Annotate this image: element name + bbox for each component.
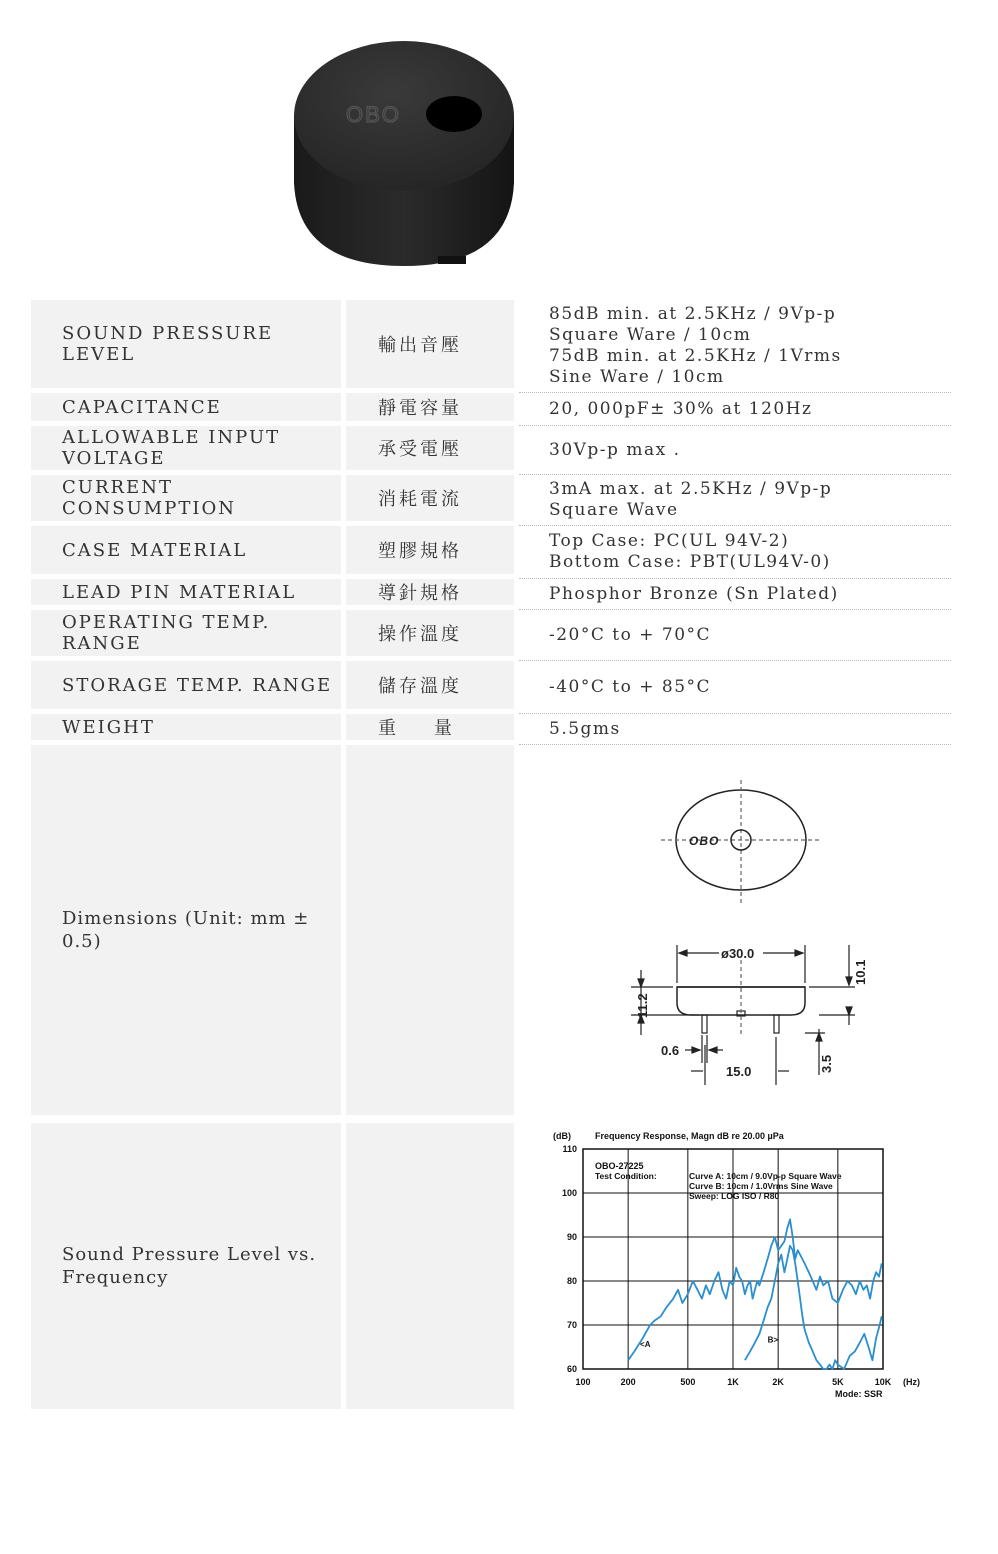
frequency-response-chart xyxy=(519,1123,951,1405)
chart-title: Frequency Response, Magn dB re 20.00 µPa xyxy=(595,1131,784,1141)
spec-value xyxy=(519,610,951,661)
y-tick-label: 100 xyxy=(561,1188,577,1198)
spec-row xyxy=(31,475,951,526)
spec-value-line: -40°C to + 85°C xyxy=(549,676,712,697)
spec-value xyxy=(519,475,951,526)
spec-name: SOUND PRESSURE LEVEL xyxy=(31,300,346,393)
x-tick-label: 5K xyxy=(832,1377,844,1387)
spec-value xyxy=(519,661,951,714)
curve-a-annotation: <A xyxy=(640,1340,651,1349)
x-tick-label: 1K xyxy=(727,1377,739,1387)
dimension-pin-width: 0.6 xyxy=(661,1043,680,1058)
spec-name-zh: 輸出音壓 xyxy=(346,300,519,393)
y-tick-label: 70 xyxy=(566,1320,577,1330)
spec-row xyxy=(31,610,951,661)
spec-row xyxy=(31,661,951,714)
spec-name: WEIGHT xyxy=(31,714,346,745)
test-condition: Curve B: 10cm / 1.0Vrms Sine Wave xyxy=(689,1181,833,1191)
spec-name-zh: 承受電壓 xyxy=(346,426,519,475)
spec-row xyxy=(31,579,951,610)
dimension-height-total: 10.1 xyxy=(853,959,868,985)
x-tick-label: 10K xyxy=(874,1377,892,1387)
spec-name: ALLOWABLE INPUT VOLTAGE xyxy=(31,426,346,475)
spec-value-line: 20, 000pF± 30% at 120Hz xyxy=(549,398,813,419)
spec-value-line: 85dB min. at 2.5KHz / 9Vp-p xyxy=(549,304,837,324)
dimension-height-body: 11.2 xyxy=(635,993,650,1018)
spec-value-line: Top Case: PC(UL 94V-2) xyxy=(549,531,790,551)
y-tick-label: 90 xyxy=(566,1232,577,1242)
spec-name: CASE MATERIAL xyxy=(31,526,346,579)
dimension-diameter: ø30.0 xyxy=(721,946,755,961)
spec-row xyxy=(31,714,951,745)
spec-name-zh: 塑膠規格 xyxy=(346,526,519,579)
spec-table xyxy=(31,300,951,1417)
spec-value-line: 3mA max. at 2.5KHz / 9Vp-p xyxy=(549,479,833,499)
frequency-label: Sound Pressure Level vs. Frequency xyxy=(31,1123,346,1417)
dimension-pin-spacing: 15.0 xyxy=(726,1064,752,1079)
spec-row xyxy=(31,393,951,426)
y-tick-label: 80 xyxy=(566,1276,577,1286)
chart-model: OBO-27225 xyxy=(595,1161,644,1171)
x-tick-label: 2K xyxy=(772,1377,784,1387)
product-logo: OBO xyxy=(346,102,401,127)
spec-name-zh: 操作溫度 xyxy=(346,610,519,661)
dimension-top-logo: OBO xyxy=(689,834,720,848)
dimension-pin-length: 3.5 xyxy=(819,1054,834,1073)
y-tick-label: 60 xyxy=(566,1364,577,1374)
spec-value-line: Square Wave xyxy=(549,500,679,520)
dimension-drawing xyxy=(519,745,951,1111)
y-axis-label: (dB) xyxy=(553,1131,571,1141)
spec-name-zh: 儲存溫度 xyxy=(346,661,519,714)
spec-value-line: Square Ware / 10cm xyxy=(549,325,752,345)
spec-row xyxy=(31,300,951,393)
spec-value xyxy=(519,426,951,475)
x-axis-label: (Hz) xyxy=(903,1377,920,1387)
test-condition: Curve A: 10cm / 9.0Vp-p Square Wave xyxy=(689,1171,842,1181)
spec-name-zh: 導針規格 xyxy=(346,579,519,610)
spec-row xyxy=(31,526,951,579)
spec-name: LEAD PIN MATERIAL xyxy=(31,579,346,610)
spec-value-line: 5.5gms xyxy=(549,718,621,739)
spec-row xyxy=(31,426,951,475)
frequency-row xyxy=(31,1123,951,1417)
spec-value-line: 30Vp-p max . xyxy=(549,439,681,460)
spec-name: OPERATING TEMP. RANGE xyxy=(31,610,346,661)
test-condition: Sweep: LOG ISO / R80 xyxy=(689,1191,780,1201)
x-tick-label: 500 xyxy=(680,1377,696,1387)
spec-value xyxy=(519,300,951,393)
spec-name-zh: 消耗電流 xyxy=(346,475,519,526)
spec-name: STORAGE TEMP. RANGE xyxy=(31,661,346,714)
spec-value xyxy=(519,393,951,426)
chart-mode: Mode: SSR xyxy=(835,1389,883,1399)
spec-value xyxy=(519,714,951,745)
test-condition-label: Test Condition: xyxy=(595,1171,657,1181)
spec-value xyxy=(519,579,951,610)
product-photo xyxy=(288,38,520,270)
spec-name-zh: 重 量 xyxy=(346,714,519,745)
spec-value-line: 75dB min. at 2.5KHz / 1Vrms xyxy=(549,346,842,366)
spec-value-line: Sine Ware / 10cm xyxy=(549,367,725,387)
spec-name-zh: 靜電容量 xyxy=(346,393,519,426)
dimensions-row xyxy=(31,745,951,1123)
dimensions-label: Dimensions (Unit: mm ± 0.5) xyxy=(31,745,346,1123)
x-tick-label: 200 xyxy=(620,1377,636,1387)
spec-name: CURRENT CONSUMPTION xyxy=(31,475,346,526)
x-tick-label: 100 xyxy=(575,1377,591,1387)
spec-value-line: Bottom Case: PBT(UL94V-0) xyxy=(549,552,831,572)
y-tick-label: 110 xyxy=(562,1144,577,1154)
curve-b-annotation: B> xyxy=(767,1335,779,1345)
spec-value-line: Phosphor Bronze (Sn Plated) xyxy=(549,583,839,604)
spec-name: CAPACITANCE xyxy=(31,393,346,426)
spec-value xyxy=(519,526,951,579)
spec-value-line: -20°C to + 70°C xyxy=(549,624,712,645)
